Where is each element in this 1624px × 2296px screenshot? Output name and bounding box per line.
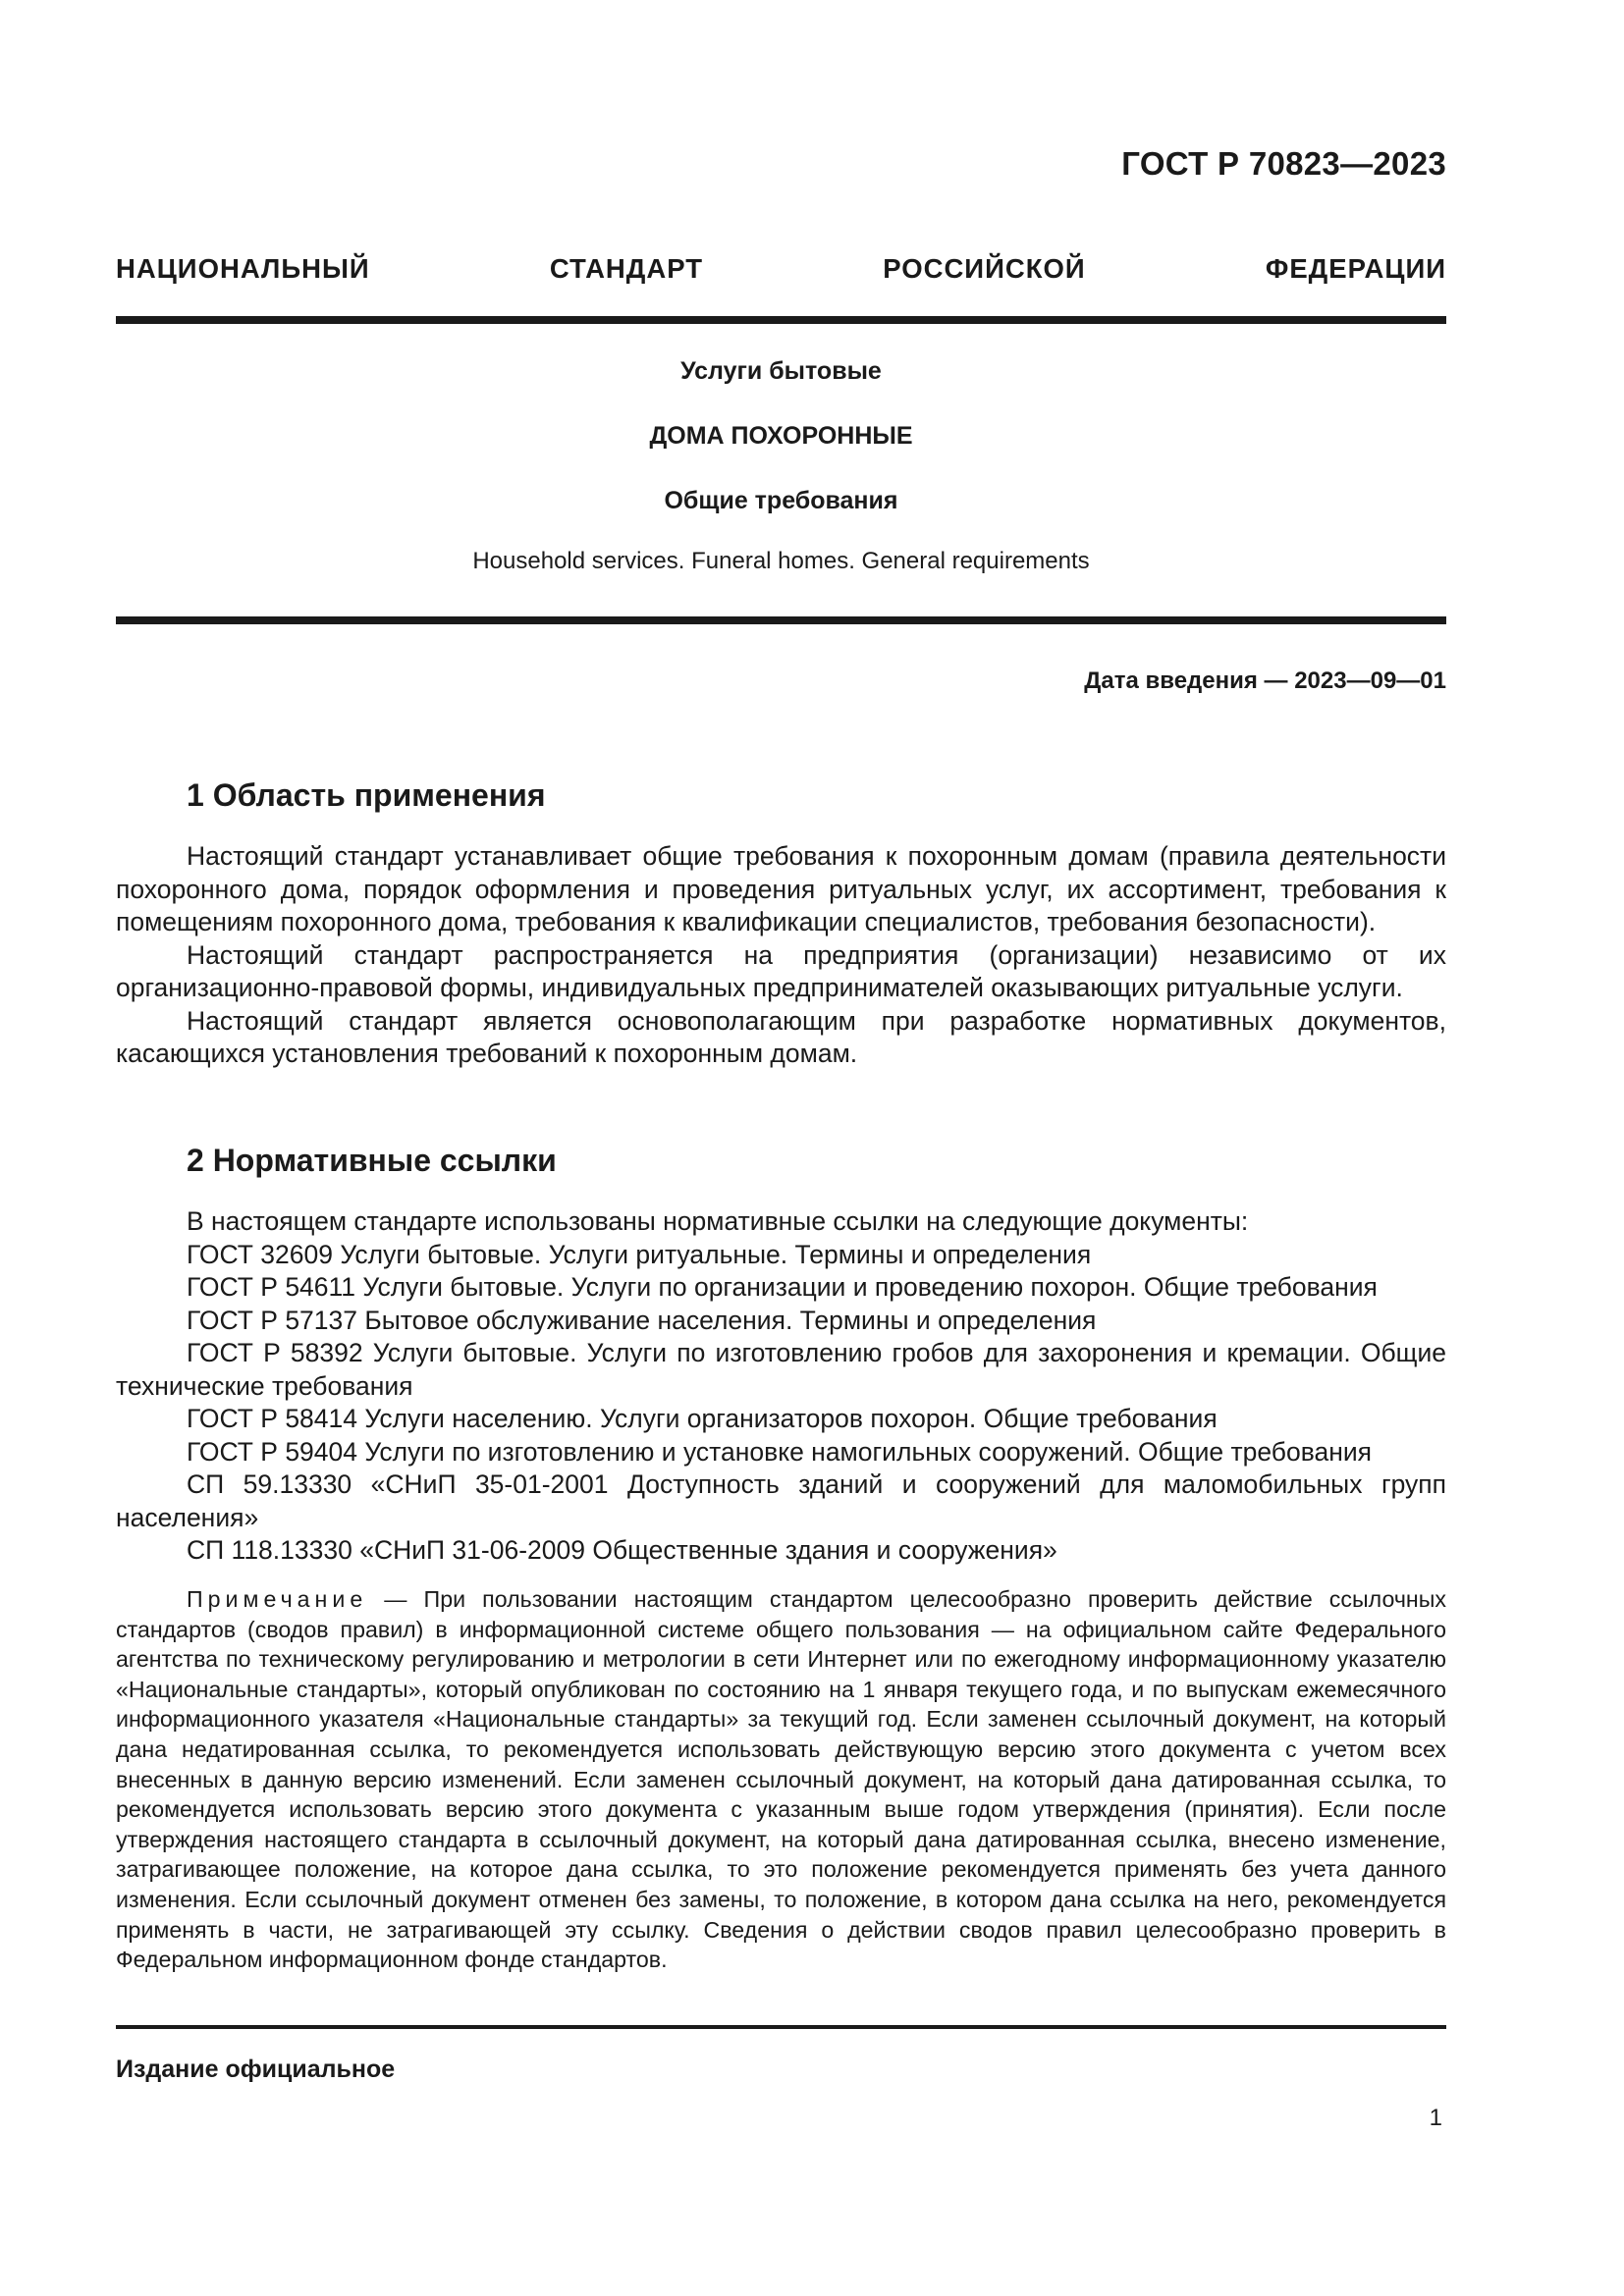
reference-item: ГОСТ Р 54611 Услуги бытовые. Услуги по организации и проведению похорон. Общие требования [187,1272,1378,1302]
document-number: ГОСТ Р 70823—2023 [1121,145,1446,182]
title-line-3: Общие требования [664,487,898,514]
references-intro: В настоящем стандарте использованы нормативные ссылки на следующие документы: [187,1206,1249,1236]
section-1-heading: 1 Область применения [187,777,546,813]
reference-item: ГОСТ 32609 Услуги бытовые. Услуги ритуальные. Термины и определения [187,1239,1092,1269]
note-text: — При пользовании настоящим стандартом целесообразно проверить действие ссылочных стандартов (сводов правил) в информационной системе общего пользования — на официальном сайте Федерального агентства по техническому регулированию и метрологии в сети Интернет или по ежегодному информационному указателю «Национальные стандарты», который опубликован по состоянию на 1 января текущего года, и по выпускам ежемесячного информационного указателя «Национальные стандарты» за текущий год. Если заменен ссылочный документ, на который дана недатированная ссылка, то рекомендуется использовать действующую версию этого документа с учетом всех внесенных в данную версию изменений. Если заменен ссылочный документ, на который дана датированная ссылка, то рекомендуется использовать версию этого документа с указанным выше годом утверждения (принятия). Если после утверждения настоящего стандарта в ссылочный документ, на который дана датированная ссылка, внесено изменение, затрагивающее положение, на которое дана ссылка, то это положение рекомендуется применять без учета данного изменения. Если ссылочный документ отменен без замены, то положение, в котором дана ссылка на него, рекомендуется применять в части, не затрагивающей эту ссылку. Сведения о действии сводов правил целесообразно проверить в Федеральном информационном фонде стандартов. [116,1586,1446,1973]
national-standard-title: НАЦИОНАЛЬНЫЙ СТАНДАРТ РОССИЙСКОЙ ФЕДЕРАЦИИ [116,253,1446,284]
reference-item: СП 59.13330 «СНиП 35-01-2001 Доступность зданий и сооружений для маломобильных групп населения» [116,1469,1446,1532]
references-list [116,1205,1446,1568]
footer-divider [116,2025,1446,2029]
title-line-2: ДОМА ПОХОРОННЫЕ [649,422,913,450]
section-1-paragraph: Настоящий стандарт является основополагающим при разработке нормативных документов, касающихся установления требований к похоронным домам. [116,1005,1446,1068]
header-divider [116,316,1446,324]
title-line-1: Услуги бытовые [680,357,882,385]
reference-item: ГОСТ Р 57137 Бытовое обслуживание населения. Термины и определения [187,1305,1097,1335]
section-1-body [116,840,1446,1071]
section-1-paragraph: Настоящий стандарт устанавливает общие требования к похоронным домам (правила деятельности похоронного дома, порядок оформления и проведения ритуальных услуг, их ассортимент, требования к помещениям похоронного дома, требования к квалификации специалистов, требования безопасности). [116,841,1446,936]
reference-item: ГОСТ Р 58414 Услуги населению. Услуги организаторов похорон. Общие требования [187,1404,1218,1433]
edition-label: Издание официальное [116,2056,396,2083]
page-number: 1 [1429,2105,1442,2131]
title-divider [116,616,1446,624]
section-1-paragraph: Настоящий стандарт распространяется на предприятия (организации) независимо от их организационно-правовой формы, индивидуальных предпринимателей оказывающих ритуальные услуги. [116,939,1446,1002]
reference-item: ГОСТ Р 59404 Услуги по изготовлению и установке намогильных сооружений. Общие требования [187,1436,1373,1467]
reference-item: СП 118.13330 «СНиП 31-06-2009 Общественные здания и сооружения» [187,1535,1057,1565]
section-2-heading: 2 Нормативные ссылки [187,1143,557,1178]
note-label: Примечание [187,1586,368,1612]
note-paragraph [116,1584,1446,1975]
introduction-date: Дата введения — 2023—09—01 [1084,667,1446,694]
title-english: Household services. Funeral homes. General requirements [472,548,1090,574]
references-note [116,1584,1446,1975]
reference-item: ГОСТ Р 58392 Услуги бытовые. Услуги по изготовлению гробов для захоронения и кремации. Общие технические требования [116,1338,1446,1401]
